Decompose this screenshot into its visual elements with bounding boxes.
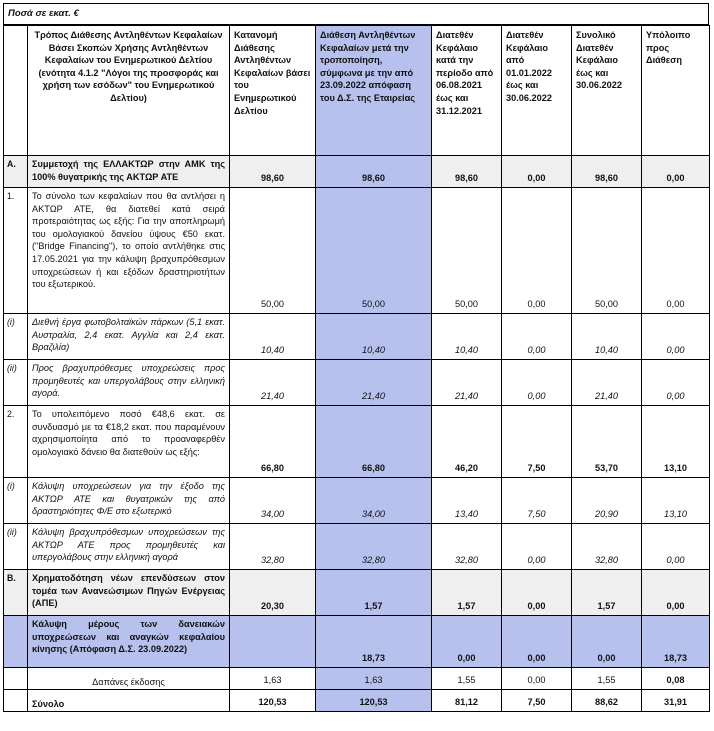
total-label: Σύνολο	[28, 690, 230, 712]
cell-period-2021: 13,40	[432, 478, 502, 524]
cell-remaining: 0,00	[642, 314, 710, 360]
cell-allocation: 98,60	[230, 156, 316, 188]
cell-allocation	[230, 616, 316, 668]
cell-remaining: 0,00	[642, 360, 710, 406]
row-description: Κάλυψη βραχυπρόθεσμων υποχρεώσεων της ΑΚΤΩΡ ΑΤΕ προς προμηθευτές και υπεργολάβους στην ελληνική αγορά	[28, 524, 230, 570]
cell-period-2021: 32,80	[432, 524, 502, 570]
cell-period-2022: 0,00	[502, 360, 572, 406]
cell-period-2021: 21,40	[432, 360, 502, 406]
header-col-amended: Διάθεση Αντληθέντων Κεφαλαίων μετά την τροποποίηση, σύμφωνα με την από 23.09.2022 απόφαση του Δ.Σ. της Εταιρείας	[316, 26, 432, 156]
cell-remaining: 13,10	[642, 478, 710, 524]
cell-remaining: 0,00	[642, 524, 710, 570]
cell-amended: 66,80	[316, 406, 432, 478]
table-row	[4, 616, 710, 668]
cell-total-allocated: 98,60	[572, 156, 642, 188]
row-label: (i)	[4, 478, 28, 524]
cell-total-allocated: 1,57	[572, 570, 642, 616]
cell-period-2022: 0,00	[502, 616, 572, 668]
table-row	[4, 570, 710, 616]
cell-remaining: 13,10	[642, 406, 710, 478]
cell-allocation: 34,00	[230, 478, 316, 524]
row-description: Το σύνολο των κεφαλαίων που θα αντλήσει η ΑΚΤΩΡ ΑΤΕ, θα διατεθεί κατά σειρά προτεραιότητας ως εξής: Για την αποπληρωμή του ομολογιακού δανείου ύψους €50 εκατ. ("Bridge Financing"), το οποίο αντλήθηκε στις 17.05.2021 για την κάλυψη βραχυπρόθεσμων υποχρεώσεων ή και εξόδων δραστηριοτήτων του εξωτερικού.	[28, 188, 230, 314]
cell-amended: 1,63	[316, 668, 432, 690]
row-description: Δαπάνες έκδοσης	[28, 668, 230, 690]
row-label: A.	[4, 156, 28, 188]
row-label: (i)	[4, 314, 28, 360]
total-row	[4, 690, 710, 712]
row-description: Το υπολειπόμενο ποσό €48,6 εκατ. σε συνδυασμό με τα €18,2 εκατ. που παραμένουν αχρησιμοποίητα από το προαναφερθέν ομολογιακό δάνειο θα διατεθούν ως εξής:	[28, 406, 230, 478]
cell-amended: 34,00	[316, 478, 432, 524]
row-label: B.	[4, 570, 28, 616]
table-row	[4, 156, 710, 188]
cell-amended: 32,80	[316, 524, 432, 570]
cell-amended: 1,57	[316, 570, 432, 616]
cell-amended: 120,53	[316, 690, 432, 712]
row-label: (ii)	[4, 524, 28, 570]
row-description: Διεθνή έργα φωτοβολταϊκών πάρκων (5,1 εκατ. Αυστραλία, 2,4 εκατ. Αγγλία και 2,4 εκατ. Βραζιλία)	[28, 314, 230, 360]
row-description: Κάλυψη μέρους των δανειακών υποχρεώσεων και αναγκών κεφαλαίου κίνησης (Απόφαση Δ.Σ. 23.09.2022)	[28, 616, 230, 668]
table-row	[4, 406, 710, 478]
header-col-total-allocated: Συνολικό Διατεθέν Κεφάλαιο έως και 30.06.2022	[572, 26, 642, 156]
row-description: Προς βραχυπρόθεσμες υποχρεώσεις προς προμηθευτές και υπεργολάβους στην ελληνική αγορά.	[28, 360, 230, 406]
table-row	[4, 478, 710, 524]
cell-period-2021: 1,55	[432, 668, 502, 690]
cell-period-2021: 1,57	[432, 570, 502, 616]
cell-allocation: 32,80	[230, 524, 316, 570]
row-label	[4, 616, 28, 668]
row-description: Κάλυψη υποχρεώσεων για την έξοδο της ΑΚΤΩΡ ΑΤΕ και θυγατρικών της από δραστηριότητες Φ/Ε στο εξωτερικό	[28, 478, 230, 524]
header-description: Τρόπος Διάθεσης Αντληθέντων Κεφαλαίων Βάσει Σκοπών Χρήσης Αντληθέντων Κεφαλαίων του Ενημερωτικού Δελτίου (ενότητα 4.1.2 "Λόγοι της προσφοράς και χρήση των εσόδων" του Ενημερωτικού Δελτίου)	[28, 26, 230, 156]
cell-allocation: 50,00	[230, 188, 316, 314]
cell-total-allocated: 20,90	[572, 478, 642, 524]
cell-period-2021: 50,00	[432, 188, 502, 314]
cell-period-2022: 0,00	[502, 188, 572, 314]
cell-period-2022: 7,50	[502, 690, 572, 712]
cell-total-allocated: 21,40	[572, 360, 642, 406]
cell-period-2022: 7,50	[502, 406, 572, 478]
cell-period-2021: 98,60	[432, 156, 502, 188]
cell-allocation: 21,40	[230, 360, 316, 406]
cell-period-2021: 81,12	[432, 690, 502, 712]
cell-total-allocated: 50,00	[572, 188, 642, 314]
cell-amended: 50,00	[316, 188, 432, 314]
header-col-allocation: Κατανομή Διάθεσης Αντληθέντων Κεφαλαίων βάσει του Ενημερωτικού Δελτίου	[230, 26, 316, 156]
cell-allocation: 66,80	[230, 406, 316, 478]
cell-remaining: 0,00	[642, 188, 710, 314]
row-description: Συμμετοχή της ΕΛΛΑΚΤΩΡ στην ΑΜΚ της 100% θυγατρικής της ΑΚΤΩΡ ΑΤΕ	[28, 156, 230, 188]
cell-period-2022: 0,00	[502, 668, 572, 690]
amounts-unit-label: Ποσά σε εκατ. €	[8, 8, 79, 19]
cell-allocation: 10,40	[230, 314, 316, 360]
header-col-remaining: Υπόλοιπο προς Διάθεση	[642, 26, 710, 156]
cell-period-2022: 0,00	[502, 570, 572, 616]
table-row	[4, 360, 710, 406]
cell-period-2021: 10,40	[432, 314, 502, 360]
cell-total-allocated: 88,62	[572, 690, 642, 712]
row-label: (ii)	[4, 360, 28, 406]
cell-total-allocated: 1,55	[572, 668, 642, 690]
cell-remaining: 31,91	[642, 690, 710, 712]
cell-period-2022: 0,00	[502, 524, 572, 570]
cell-amended: 21,40	[316, 360, 432, 406]
cell-total-allocated: 32,80	[572, 524, 642, 570]
cell-period-2021: 46,20	[432, 406, 502, 478]
cell-amended: 10,40	[316, 314, 432, 360]
cell-period-2022: 7,50	[502, 478, 572, 524]
cell-allocation: 1,63	[230, 668, 316, 690]
cell-allocation: 20,30	[230, 570, 316, 616]
table-row	[4, 524, 710, 570]
cell-total-allocated: 0,00	[572, 616, 642, 668]
cell-remaining: 0,00	[642, 156, 710, 188]
cell-amended: 98,60	[316, 156, 432, 188]
header-col-period-2021: Διατεθέν Κεφάλαιο κατά την περίοδο από 06.08.2021 έως και 31.12.2021	[432, 26, 502, 156]
table-row	[4, 188, 710, 314]
cell-remaining: 18,73	[642, 616, 710, 668]
cell-period-2022: 0,00	[502, 314, 572, 360]
table-row	[4, 314, 710, 360]
cell-period-2022: 0,00	[502, 156, 572, 188]
cell-period-2021: 0,00	[432, 616, 502, 668]
cell-total-allocated: 10,40	[572, 314, 642, 360]
cell-remaining: 0,00	[642, 570, 710, 616]
row-description: Χρηματοδότηση νέων επενδύσεων στον τομέα των Ανανεώσιμων Πηγών Ενέργειας (ΑΠΕ)	[28, 570, 230, 616]
header-row	[4, 26, 710, 156]
cell-allocation: 120,53	[230, 690, 316, 712]
cell-amended: 18,73	[316, 616, 432, 668]
table-row	[4, 668, 710, 690]
row-label: 2.	[4, 406, 28, 478]
cell-total-allocated: 53,70	[572, 406, 642, 478]
row-label: 1.	[4, 188, 28, 314]
table-caption	[3, 3, 709, 25]
funds-allocation-table	[3, 25, 710, 712]
header-col-period-2022: Διατεθέν Κεφάλαιο από 01.01.2022 έως και 30.06.2022	[502, 26, 572, 156]
cell-remaining: 0,08	[642, 668, 710, 690]
